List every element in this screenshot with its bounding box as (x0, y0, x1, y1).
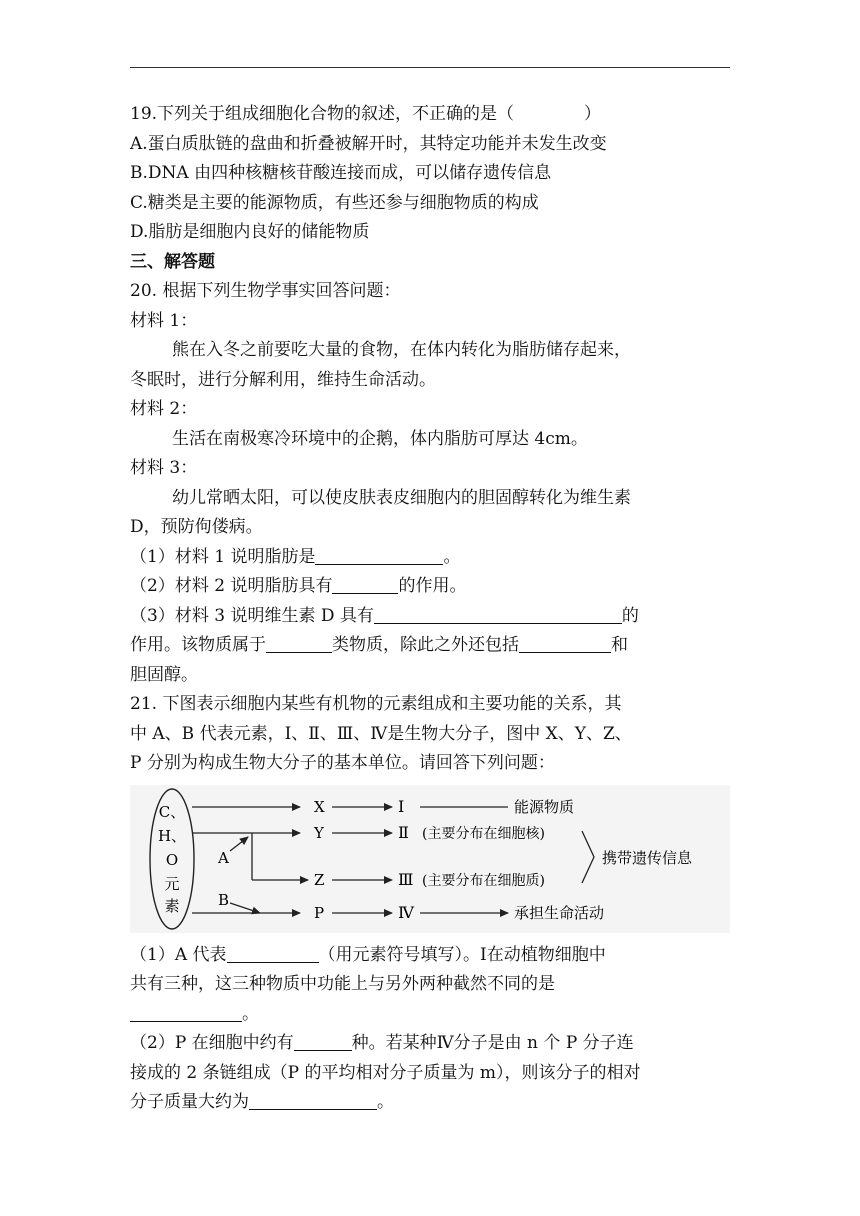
q20-material2-label: 材料 2： (130, 399, 198, 419)
label-cytoplasm: (主要分布在细胞质) (422, 872, 545, 889)
organic-compounds-diagram (130, 785, 730, 933)
q20-part1 (130, 543, 730, 573)
q21-part2-line1 (130, 1029, 730, 1059)
label-life: 承担生命活动 (514, 903, 605, 922)
q21-part1-text: （1）A 代表 (130, 944, 227, 965)
unit-y: Y (314, 823, 324, 842)
q20-material3-line1: 幼儿常晒太阳，可以使皮肤表皮细胞内的胆固醇转化为维生素 (172, 487, 631, 508)
label-carry-genetic: 携带遗传信息 (602, 848, 693, 867)
q20-part1-end: 。 (443, 546, 461, 567)
q21-part2-end: 。 (377, 1092, 394, 1112)
label-energy: 能源物质 (514, 797, 575, 816)
answer-blank[interactable] (266, 634, 332, 653)
q21-part1-end: 。 (242, 1003, 259, 1024)
q21-part1-line2: 共有三种，这三种物质中功能上与另外两种截然不同的是 (130, 974, 555, 994)
q21-stem-line2: 中 A、B 代表元素，Ⅰ、Ⅱ、Ⅲ、Ⅳ是生物大分子，图中 X、Y、Z、 (130, 723, 632, 744)
q21-part2-line2: 接成的 2 条链组成（P 的平均相对分子质量为 m），则该分子的相对 (130, 1062, 641, 1083)
answer-blank[interactable] (249, 1091, 377, 1110)
q19-stem (130, 100, 730, 130)
answer-blank[interactable] (374, 605, 622, 624)
q20-part2-end: 的作用。 (398, 576, 467, 596)
worksheet-page (130, 100, 730, 1118)
q20-part1-text: （1）材料 1 说明脂肪是 (130, 546, 316, 567)
q21-part2-text2: 种。若某种Ⅳ分子是由 n 个 P 分子连 (351, 1033, 634, 1053)
header-rule (130, 67, 730, 68)
q20-part3-text2: 作用。该物质属于 (130, 635, 266, 655)
element-c: C、 (158, 802, 186, 821)
label-nucleus: (主要分布在细胞核) (422, 825, 545, 842)
answer-blank[interactable] (519, 634, 611, 653)
answer-blank[interactable] (294, 1032, 352, 1051)
q20-material3-label: 材料 3： (130, 458, 198, 478)
q21-part2-text3: 分子质量大约为 (130, 1092, 249, 1112)
q20-part3-de: 的 (621, 605, 639, 626)
element-yuan: 元 (164, 874, 180, 893)
q21-part1-line1 (130, 941, 730, 971)
section-title: 三、解答题 (130, 251, 215, 272)
label-b: B (218, 890, 230, 909)
q20-part2-text: （2）材料 2 说明脂肪具有 (130, 576, 333, 596)
q19-option-a: A.蛋白质肽链的盘曲和折叠被解开时，其特定功能并未发生改变 (130, 133, 607, 154)
macro-2: Ⅱ (398, 822, 409, 842)
q21-part1-text2: （用元素符号填写）。Ⅰ在动植物细胞中 (318, 944, 606, 965)
q21-part2-line3 (130, 1088, 730, 1118)
q19-option-d: D.脂肪是细胞内良好的储能物质 (130, 222, 370, 242)
q20-part3-line1 (130, 602, 730, 632)
macro-1: Ⅰ (398, 796, 405, 816)
element-h: H、 (157, 826, 187, 845)
unit-p: P (314, 903, 325, 922)
answer-blank[interactable] (332, 575, 398, 594)
q20-part3-line3: 胆固醇。 (130, 664, 198, 685)
element-o: O (165, 850, 179, 869)
q20-part3-and: 和 (611, 635, 628, 655)
macro-3: Ⅲ (398, 869, 414, 889)
answer-blank[interactable] (130, 1003, 242, 1022)
q21-part2-text: （2）P 在细胞中约有 (130, 1033, 294, 1053)
q21-stem-line3: P 分别为构成生物大分子的基本单位。请回答下列问题： (130, 753, 555, 773)
q20-material1-line2: 冬眠时，进行分解利用，维持生命活动。 (130, 369, 436, 390)
unit-z: Z (314, 870, 325, 889)
q20-material1-label: 材料 1： (130, 310, 198, 331)
q19-stem-end: ） (584, 104, 602, 124)
unit-x: X (314, 797, 325, 816)
q20-material2-line1: 生活在南极寒冷环境中的企鹅，体内脂肪可厚达 4cm。 (172, 428, 588, 449)
label-a: A (218, 848, 229, 867)
q20-part3-line2 (130, 631, 730, 661)
q21-part1-line3 (130, 1000, 730, 1030)
answer-blank[interactable] (227, 944, 319, 963)
element-su: 素 (164, 896, 180, 915)
q20-stem: 20. 根据下列生物学事实回答问题： (130, 281, 401, 301)
q20-material3-line2: D，预防佝偻病。 (130, 517, 263, 537)
q20-part3-text: （3）材料 3 说明维生素 D 具有 (130, 605, 374, 626)
q20-part3-text3: 类物质，除此之外还包括 (332, 635, 519, 655)
answer-blank[interactable] (315, 546, 443, 565)
q19-option-c: C.糖类是主要的能源物质，有些还参与细胞物质的构成 (130, 192, 539, 213)
q19-option-b: B.DNA 由四种核糖核苷酸连接而成，可以储存遗传信息 (130, 163, 552, 183)
q21-stem-line1: 21. 下图表示细胞内某些有机物的元素组成和主要功能的关系，其 (130, 694, 622, 714)
macro-4: Ⅳ (398, 902, 414, 922)
q20-part2 (130, 572, 730, 602)
q19-stem-text: 19.下列关于组成细胞化合物的叙述，不正确的是（ (130, 104, 515, 124)
q20-material1-line1: 熊在入冬之前要吃大量的食物，在体内转化为脂肪储存起来， (172, 340, 631, 360)
diagram-svg (130, 785, 730, 933)
